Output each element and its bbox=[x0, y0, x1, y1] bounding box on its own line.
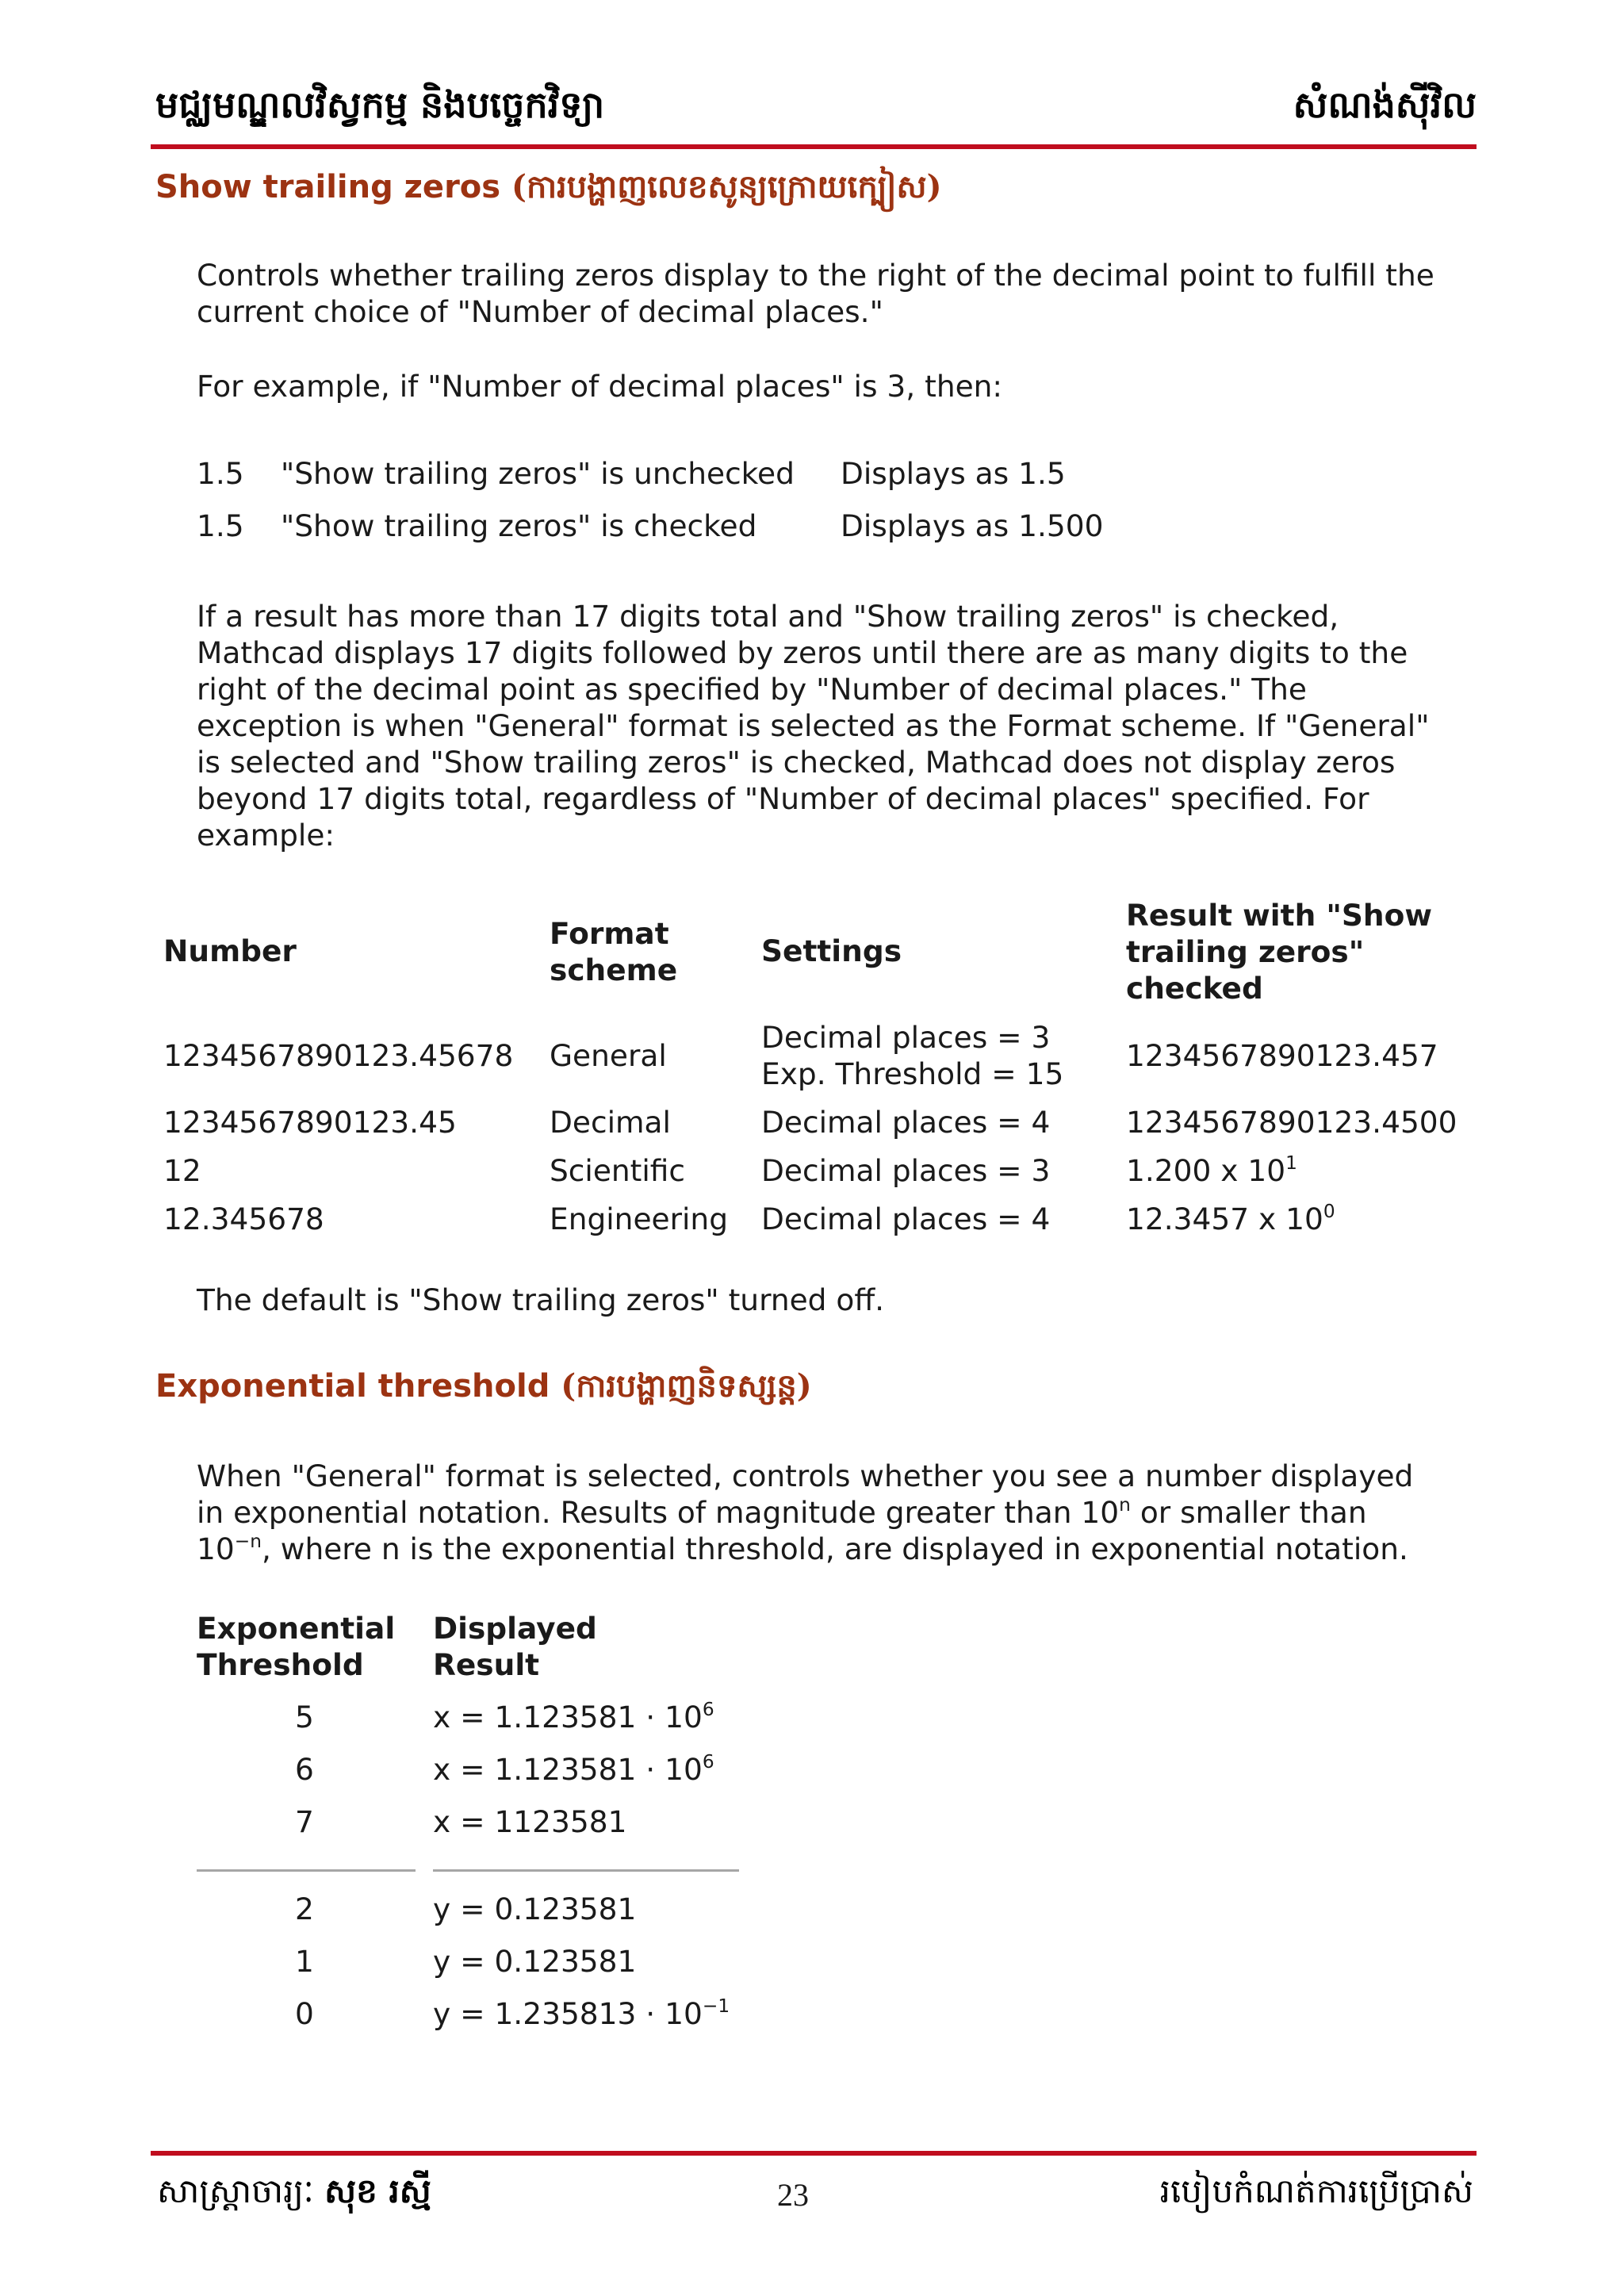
table-cell-result: y = 0.123581 bbox=[433, 1944, 637, 1979]
exponent: 0 bbox=[1323, 1200, 1335, 1222]
table-cell-result: $x = 1.123581 \cdot 10^6$ bbox=[433, 1698, 714, 1734]
table-cell-threshold: 5 bbox=[295, 1700, 314, 1734]
table-cell-number: 1234567890123.45 bbox=[163, 1105, 457, 1140]
footer-author bbox=[157, 2170, 431, 2219]
table-cell-result: 12.3457 x $10^0$ bbox=[1126, 1200, 1335, 1236]
table-cell-result: x = 1123581 bbox=[433, 1804, 627, 1839]
section-title-en: Show trailing zeros bbox=[155, 169, 501, 205]
footer-rule bbox=[151, 2151, 1477, 2156]
table-cell-number: 12.345678 bbox=[163, 1202, 324, 1236]
section-heading-exponential-threshold bbox=[155, 1366, 812, 1412]
example-setting: "Show trailing zeros" is unchecked bbox=[281, 456, 795, 491]
table-cell-result: $x = 1.123581 \cdot 10^6$ bbox=[433, 1750, 714, 1787]
example-display: Displays as 1.500 bbox=[841, 508, 1104, 543]
table-cell-threshold: 7 bbox=[295, 1804, 314, 1839]
table-cell-settings: Decimal places = 4 bbox=[761, 1105, 1051, 1140]
example-value: 1.5 bbox=[197, 508, 244, 543]
table-cell-threshold: 6 bbox=[295, 1752, 314, 1787]
table-cell-result: 1234567890123.4500 bbox=[1126, 1105, 1457, 1140]
section-heading-trailing-zeros bbox=[155, 167, 942, 213]
section-title-en: Exponential threshold bbox=[155, 1368, 550, 1405]
page-number: 23 bbox=[777, 2177, 809, 2213]
table-cell-settings: Decimal places = 3 bbox=[761, 1020, 1051, 1055]
table-cell-threshold: 2 bbox=[295, 1892, 314, 1926]
table-header-result: Result bbox=[433, 1647, 540, 1682]
table-divider bbox=[197, 1869, 416, 1872]
trailing-zeros-description: Controls whether trailing zeros display to the right of the decimal point to fulfill the current choice of "Number of decimal places." bbox=[197, 258, 1434, 329]
footer-author-label: សាស្ត្រាចារ្យៈ bbox=[157, 2171, 314, 2210]
table-cell-scheme: Engineering bbox=[550, 1202, 728, 1236]
table-cell-result: $y = 1.235813 \cdot 10^{-1}$ bbox=[433, 1995, 730, 2031]
table-cell-scheme: Scientific bbox=[550, 1153, 686, 1188]
example-value: 1.5 bbox=[197, 456, 244, 491]
header-department: សំណង់ស៊ីវិល bbox=[1293, 83, 1477, 126]
example-display: Displays as 1.5 bbox=[841, 456, 1066, 491]
trailing-zeros-default-note: The default is "Show trailing zeros" turned off. bbox=[197, 1282, 885, 1317]
table-cell-result: y = 0.123581 bbox=[433, 1892, 637, 1926]
footer-author-name: សុខ រស្មី bbox=[324, 2171, 431, 2210]
footer-chapter-title: របៀបកំណត់ការប្រើប្រាស់ bbox=[1159, 2171, 1473, 2210]
exponential-threshold-description: When "General" format is selected, controls whether you see a number displayed in exponential notation. Results of magnitude greater than 10$^n$ or smaller than $10^{-n}$, where n is the exponential threshold, are displayed in exponential notation. bbox=[197, 1458, 1414, 1566]
trailing-zeros-explanation: If a result has more than 17 digits total and "Show trailing zeros" is checked, Mathcad displays 17 digits followed by zeros until there are as many digits to the right of the decimal point as specified by "Number of decimal places." The exception is when "General" format is selected as the Format scheme. If "General" is selected and "Show trailing zeros" is checked, Mathcad does not display zeros beyond 17 digits total, regardless of "Number of decimal places" specified. For example: bbox=[197, 599, 1430, 853]
table-header-settings: Settings bbox=[761, 933, 902, 968]
table-cell-number: 12 bbox=[163, 1153, 201, 1188]
table-header-format-scheme: Format scheme bbox=[550, 916, 678, 987]
table-cell-settings: Decimal places = 4 bbox=[761, 1202, 1051, 1236]
table-cell-threshold: 0 bbox=[295, 1996, 314, 2031]
table-header-threshold: Exponential bbox=[197, 1611, 396, 1646]
table-header-result: Displayed bbox=[433, 1611, 597, 1646]
table-header-threshold: Threshold bbox=[197, 1647, 364, 1682]
table-cell-settings: Decimal places = 3 bbox=[761, 1153, 1051, 1188]
trailing-zeros-example-intro: For example, if "Number of decimal places" is 3, then: bbox=[197, 369, 1003, 404]
table-cell-scheme: Decimal bbox=[550, 1105, 671, 1140]
table-cell-threshold: 1 bbox=[295, 1944, 314, 1979]
header-rule bbox=[151, 144, 1477, 149]
table-cell-number: 1234567890123.45678 bbox=[163, 1038, 514, 1073]
exponent: 1 bbox=[1285, 1152, 1297, 1174]
table-cell-result: 1234567890123.457 bbox=[1126, 1038, 1438, 1073]
table-header-result: Result with "Show trailing zeros" checked bbox=[1126, 898, 1432, 1006]
section-title-kh: (ការបង្ហាញនិទស្សន្ត) bbox=[561, 1367, 812, 1405]
example-setting: "Show trailing zeros" is checked bbox=[281, 508, 757, 543]
table-cell-settings-threshold: Exp. Threshold = 15 bbox=[761, 1056, 1064, 1091]
table-header-number: Number bbox=[163, 933, 297, 968]
table-cell-result: 1.200 x $10^1$ bbox=[1126, 1152, 1297, 1188]
table-cell-scheme: General bbox=[550, 1038, 667, 1073]
section-title-kh: (ការបង្ហាញលេខសូន្យក្រោយក្បៀស) bbox=[511, 168, 942, 205]
header-institution: មជ្ឈមណ្ឌលវិស្វកម្ម និងបច្ចេកវិទ្យា bbox=[155, 83, 605, 126]
table-divider bbox=[433, 1869, 739, 1872]
